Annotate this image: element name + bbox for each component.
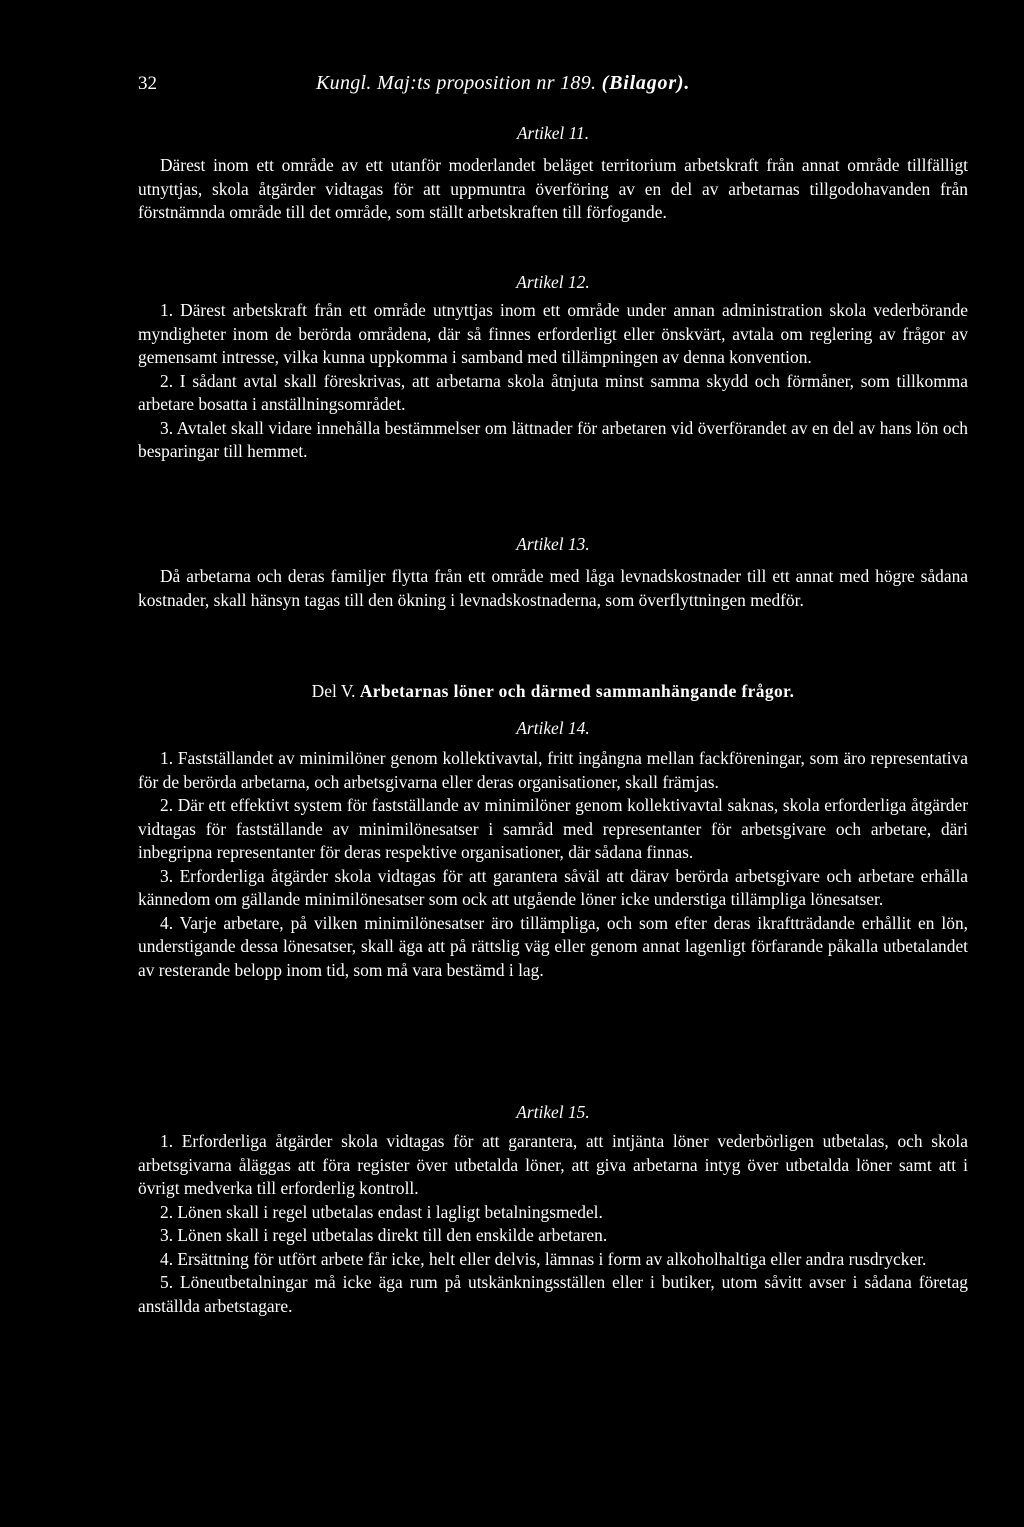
article-15-paragraph-1: 1. Erforderliga åtgärder skola vidtagas för att garantera, att intjänta löner vederbörligen utbetalas, och skola arbetsgivarna åläggas att föra register över utbetalda löner, att giva arbetarna intyg över utbetalda löner samt att i övrigt medverka till erforderlig kontroll.	[138, 1131, 968, 1198]
article-15-paragraph-5: 5. Löneutbetalningar må icke äga rum på utskänkningsställen eller i butiker, utom såvitt avser i sådana företag anställda arbetstagare.	[138, 1272, 968, 1316]
part-heading	[138, 680, 968, 704]
article-14-paragraph-1: 1. Fastställandet av minimilöner genom kollektivavtal, fritt ingångna mellan fackföreningar, som äro representativa för de berörda arbetarna, och arbetsgivarna eller deras organisationer, skall främjas.	[138, 748, 968, 792]
running-title-suffix: (Bilagor).	[601, 72, 691, 94]
article-12-body	[138, 299, 968, 464]
article-11-heading: Artikel 11.	[516, 123, 590, 143]
article-14-paragraph-2: 2. Där ett effektivt system för fastställande av minimilöner genom kollektivavtal saknas, skola erforderliga åtgärder vidtagas för fastställande av minimilönesatser i samråd med representanter för arbetsgivare och arbetare, däri inbegripna representanter för deras respektive organisationer, där sådana finnas.	[138, 795, 968, 862]
document-page	[138, 0, 968, 1527]
article-13-body	[138, 565, 968, 612]
article-15-paragraph-2: 2. Lönen skall i regel utbetalas endast i lagligt betalningsmedel.	[160, 1201, 603, 1222]
page-header	[138, 72, 968, 102]
article-13-paragraph: Då arbetarna och deras familjer flytta från ett område med låga levnadskostnader till ett annat med högre sådana kostnader, skall hänsyn tagas till den ökning i levnadskostnaderna, som överflyttningen medför.	[138, 566, 968, 610]
running-title	[316, 72, 690, 96]
article-12-heading: Artikel 12.	[516, 272, 590, 292]
article-11-body	[138, 154, 968, 225]
article-12-paragraph-3: 3. Avtalet skall vidare innehålla bestämmelser om lättnader för arbetaren vid överförandet av en del av hans lön och besparingar till hemmet.	[138, 417, 968, 461]
article-15-body	[138, 1130, 968, 1318]
article-14-body	[138, 747, 968, 982]
article-15-paragraph-3: 3. Lönen skall i regel utbetalas direkt till den enskilde arbetaren.	[160, 1225, 608, 1245]
article-12-paragraph-2: 2. I sådant avtal skall föreskrivas, att arbetarna skola åtnjuta minst samma skydd och förmåner, som tillkomma arbetare bosatta i anställningsområdet.	[138, 370, 968, 414]
article-14-paragraph-4: 4. Varje arbetare, på vilken minimilönesatser äro tillämpliga, och som efter deras ikraftträdande erhållit en lön, understigande dessa lönesatser, skall äga att på rättslig väg eller genom annat lagenligt förfarande påkalla utbetalandet av resterande belopp inom tid, som må vara bestämd i lag.	[138, 912, 968, 980]
article-14-paragraph-3: 3. Erforderliga åtgärder skola vidtagas för att garantera såväl att därav berörda arbetsgivare och arbetare erhålla kännedom om gällande minimilönesatser som ock att utgående löner icke understiga tillämpliga lönesatser.	[138, 865, 968, 909]
article-15-heading: Artikel 15.	[516, 1102, 590, 1122]
article-13-heading: Artikel 13.	[516, 534, 590, 554]
part-label: Del V.	[311, 681, 356, 701]
article-12-paragraph-1: 1. Därest arbetskraft från ett område utnyttjas inom ett område under annan administration skola vederbörande myndigheter inom de berörda områdena, där så finnes erforderligt eller önskvärt, avtala om reglering av frågor av gemensamt intresse, vilka kunna uppkomma i samband med tillämpningen av denna konvention.	[138, 300, 968, 367]
article-11-paragraph: Därest inom ett område av ett utanför moderlandet beläget territorium arbetskraft från annat område tillfälligt utnyttjas, skola åtgärder vidtagas för att uppmuntra överföring av en del av arbetarnas tillgodohavanden från förstnämnda område till det område, som ställt arbetskraften till förfogande.	[138, 155, 968, 222]
running-title-main: Kungl. Maj:ts proposition nr 189.	[316, 72, 597, 94]
page-number: 32	[138, 73, 157, 94]
article-14-heading: Artikel 14.	[516, 718, 590, 738]
article-15-paragraph-4: 4. Ersättning för utfört arbete får icke, helt eller delvis, lämnas i form av alkoholhaltiga eller andra rusdrycker.	[160, 1248, 927, 1269]
part-title: Arbetarnas löner och därmed sammanhängande frågor.	[359, 681, 795, 701]
